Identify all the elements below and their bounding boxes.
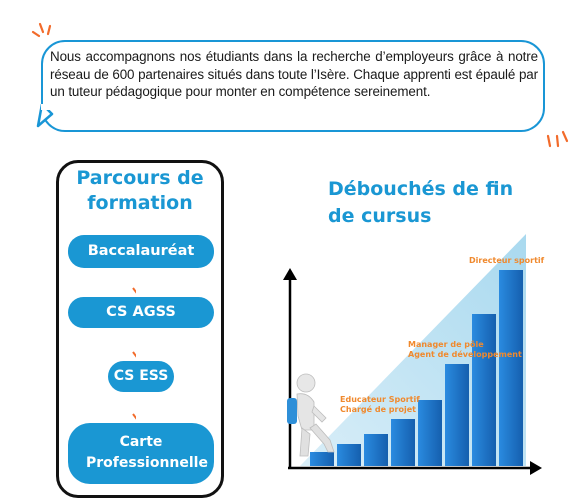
step-baccalaureat: Baccalauréat bbox=[68, 235, 214, 268]
sparkle-icon bbox=[30, 22, 56, 46]
step-cs-agss: CS AGSS bbox=[68, 297, 214, 328]
step-bar bbox=[499, 270, 523, 466]
label-level2-line1: Manager de pôle bbox=[408, 340, 484, 349]
intro-text: Nous accompagnons nos étudiants dans la recherche d’employeurs grâce à notre réseau de 600 partenaires situés dans toute l’Isère. Chaque apprenti est épaulé par un tuteur pédagogique pour monter en compétence sereinement. bbox=[50, 49, 538, 100]
debouches-title: Débouchés de fin de cursus bbox=[328, 178, 514, 227]
step-bar bbox=[391, 419, 415, 466]
arrow-down-icon bbox=[132, 392, 136, 424]
step-bar bbox=[364, 434, 388, 466]
step-carte-professionnelle bbox=[68, 423, 214, 484]
step-bar bbox=[418, 400, 442, 466]
arrow-down-icon bbox=[132, 268, 136, 298]
step-carte-professionnelle-label: Carte Professionnelle bbox=[86, 434, 208, 471]
arrow-down-icon bbox=[132, 328, 136, 362]
label-level2-line2: Agent de développement bbox=[408, 350, 522, 359]
step-bar bbox=[445, 364, 469, 466]
parcours-title: Parcours de formation bbox=[76, 167, 204, 214]
career-ladder-illustration bbox=[270, 230, 550, 482]
step-bar bbox=[337, 444, 361, 466]
step-cs-ess: CS ESS bbox=[108, 361, 174, 392]
label-level3-line1: Directeur sportif bbox=[469, 256, 545, 265]
label-level1-line2: Chargé de projet bbox=[340, 405, 416, 414]
climbing-figure-icon bbox=[287, 374, 334, 456]
sparkle-icon bbox=[545, 128, 571, 152]
step-bar bbox=[472, 314, 496, 466]
step-bar bbox=[310, 452, 334, 466]
bubble-tail-icon bbox=[36, 104, 56, 128]
label-level1-line1: Educateur Sportif bbox=[340, 395, 420, 404]
